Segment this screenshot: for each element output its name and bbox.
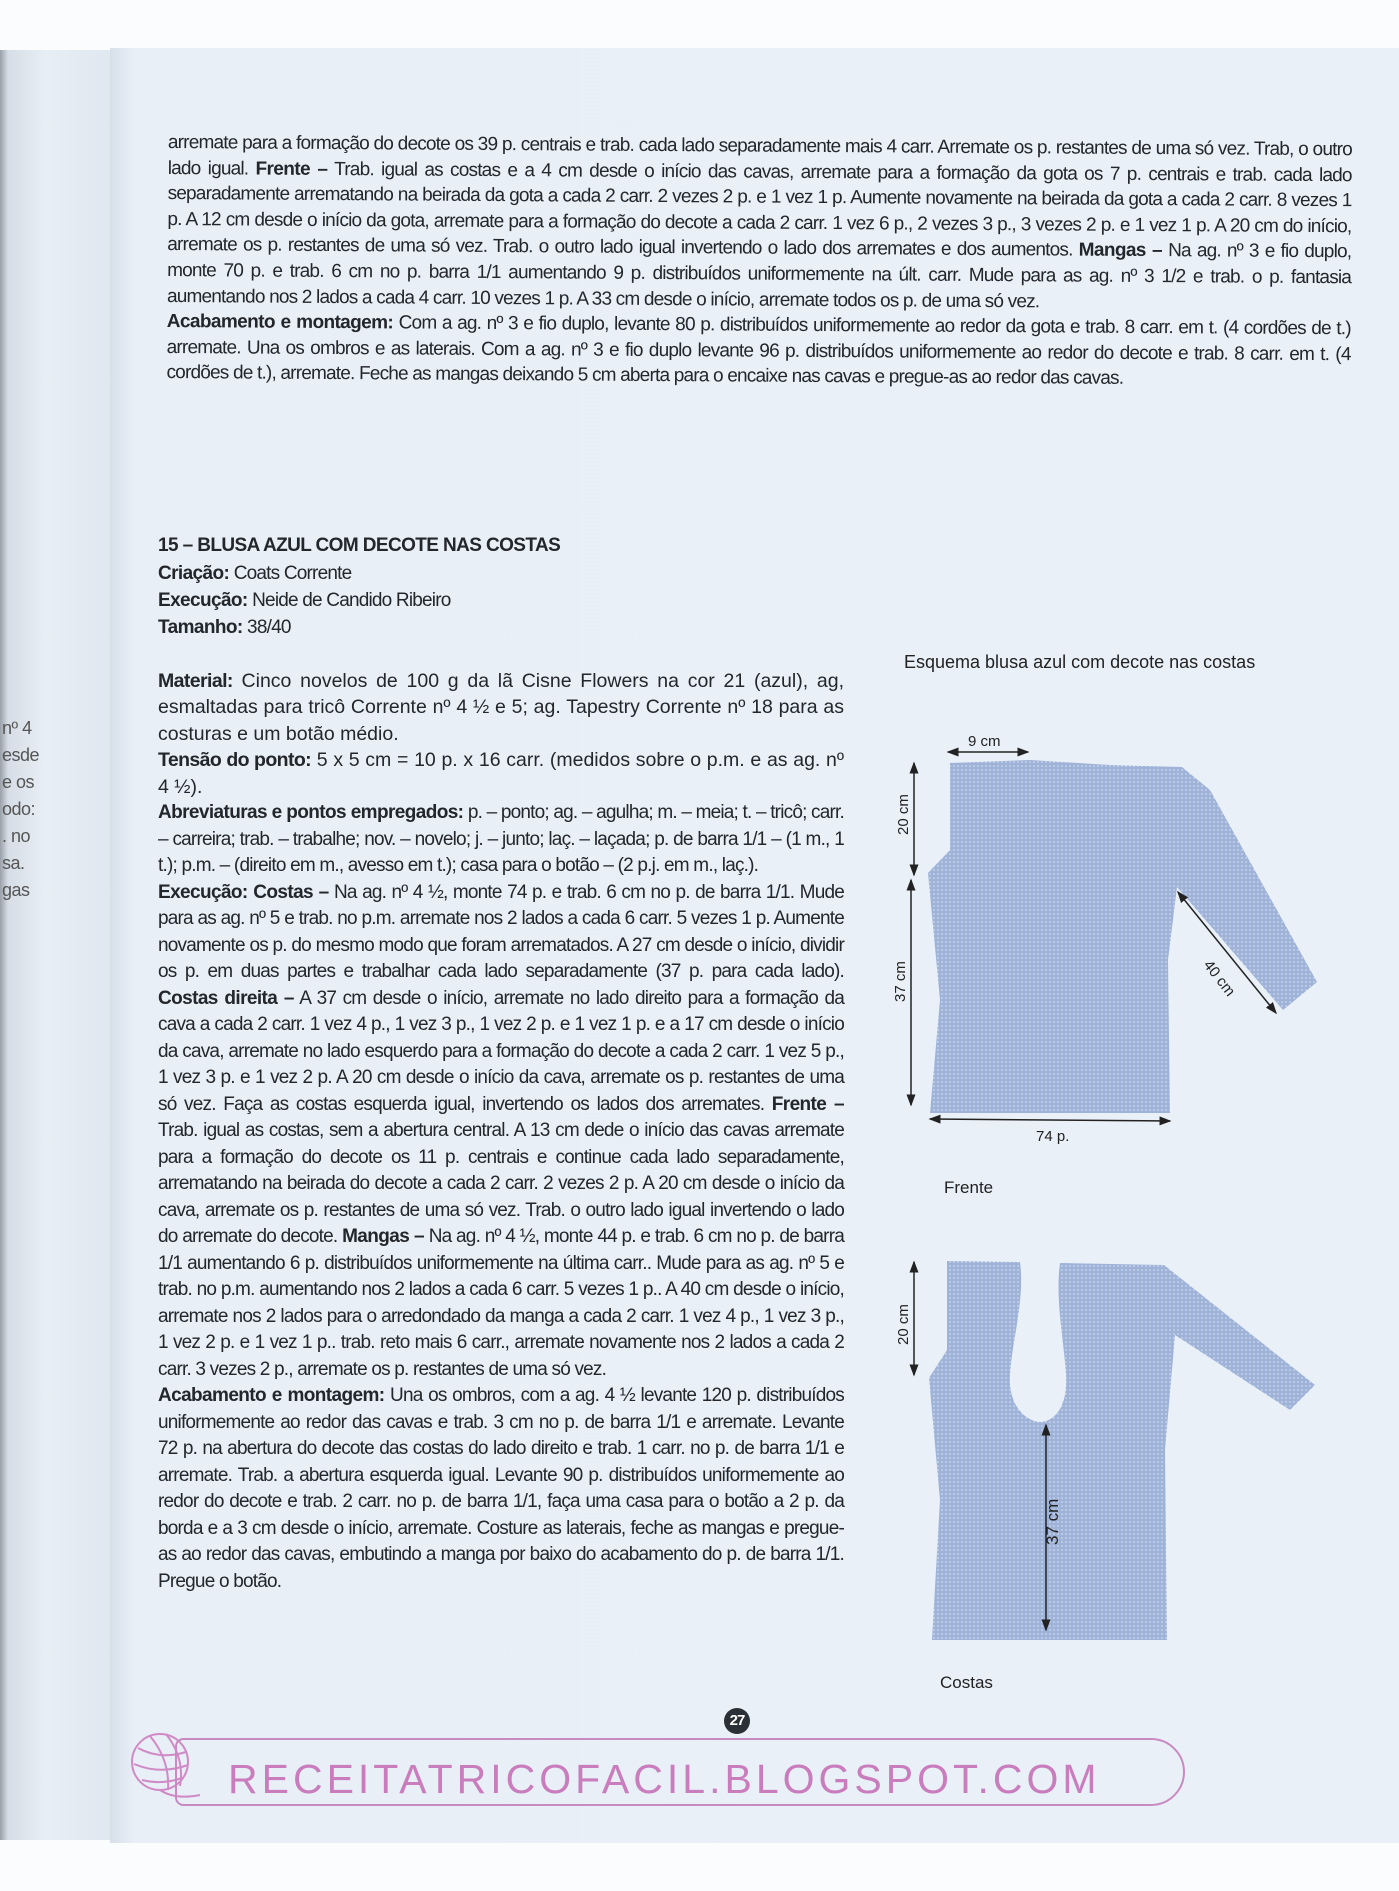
page-number: 27 bbox=[724, 1708, 750, 1734]
sleeve-dimension: 40 cm bbox=[1199, 956, 1239, 1000]
text: Com a ag. nº 3 e fio duplo, levante 80 p. distribuídos uniformemente ao redor da gota e trab. 8 carr. em t. (4 cordões de t.) arremate. Una os ombros e as laterais. Com a ag. nº 3 e fio duplo levante 96 p. distribuídos uniformemente ao redor do decote e trab. 8 carr. em t. (4 cordões de t.), arremate. Feche as mangas deixando 5 cm aberta para o encaixe nas cavas e pregue-as ao redor das cavas. bbox=[166, 312, 1351, 390]
section-label: Tensão do ponto: bbox=[158, 749, 312, 771]
website-url: RECEITATRICOFACIL.BLOGSPOT.COM bbox=[228, 1756, 1101, 1802]
prev-page-fragment: . no bbox=[2, 826, 31, 846]
section-label: Costas direita – bbox=[158, 987, 294, 1009]
back-body-height-dimension: 37 cm bbox=[1043, 1498, 1062, 1545]
text: 5 x 5 cm = 10 p. x 16 carr. (medidos sobre o p.m. e as ag. nº 4 ½). bbox=[158, 749, 845, 798]
text: p. – ponto; ag. – agulha; m. – meia; t. – tricô; carr. – carreira; trab. – trabalhe; nov. – novelo; j. – junto; laç. – laçada; p. de barra 1/1 – (1 m., 1 t.); p.m. – (direito em m., avesso em t.); casa para o botão – (2 p.j. em m., laç.). bbox=[158, 802, 845, 876]
prev-page-fragment: esde bbox=[2, 745, 40, 765]
credit-value: Coats Corrente bbox=[229, 562, 352, 584]
credit-label: Criação: bbox=[158, 562, 230, 584]
section-label: Frente – bbox=[771, 1093, 844, 1115]
prev-page-fragment: e os bbox=[2, 772, 35, 792]
credit-value: 38/40 bbox=[242, 616, 291, 638]
text: Cinco novelos de 100 g da lã Cisne Flowers na cor 21 (azul), ag, esmaltadas para tricô Corrente nº 4 ½ e 5; ag. Tapestry Corrente nº 18 para as costuras e um botão médio. bbox=[158, 669, 844, 745]
width-dimension: 74 p. bbox=[1036, 1128, 1070, 1145]
front-label: Frente bbox=[944, 1178, 994, 1197]
text: Una os ombros, com a ag. 4 ½ levante 120 p. distribuídos uniformemente ao redor das cavas e trab. 3 cm no p. de barra 1/1 e arremate. Levante 72 p. na abertura do decote das costas do lado direito e trab. 1 carr. no p. de barra 1/1 e arremate. Trab. a abertura esquerda igual. Levante 90 p. distribuídos uniformemente ao redor do decote e trab. 2 carr. no p. de barra 1/1, faça uma casa para o botão a 2 p. da borda e a 3 cm desde o início, arremate. Costure as laterais, feche as mangas e pregue-as ao redor das cavas, embutindo a manga por baixo do acabamento do p. de barra 1/1. Pregue o botão. bbox=[158, 1385, 844, 1592]
credit-label: Execução: bbox=[158, 589, 248, 611]
text: A 37 cm desde o início, arremate no lado direito para a formação da cava a cada 2 carr. 1 vez 4 p., 1 vez 3 p., 1 vez 2 p. e 1 vez 1 p. e a 17 cm desde o início da cava, arremate no lado esquerdo para a formação do decote a cada 2 carr. 1 vez 5 p., 1 vez 3 p. e 1 vez 2 p. A 20 cm desde o início da cava, arremate os p. restantes de uma só vez. Faça as costas esquerda igual, invertendo os lados dos arremates. bbox=[158, 987, 844, 1115]
diagram-title: Esquema blusa azul com decote nas costas bbox=[904, 652, 1256, 672]
section-label: Execução: Costas – bbox=[158, 881, 329, 903]
section-label: Mangas – bbox=[342, 1226, 425, 1247]
section-label: Mangas – bbox=[1078, 239, 1163, 262]
back-armhole-dimension: 20 cm bbox=[895, 1304, 912, 1345]
prev-page-fragment: nº 4 bbox=[2, 718, 32, 738]
front-piece-shape bbox=[928, 760, 1317, 1113]
section-label: Acabamento e montagem: bbox=[166, 311, 394, 334]
text: Na ag. nº 4 ½, monte 74 p. e trab. 6 cm no p. de barra 1/1. Mude para as ag. nº 5 e trab. no p.m. arremate nos 2 lados a cada 6 carr. 5 vezes 1 p. Aumente novamente os p. do mesmo modo que foram arrematados. A 27 cm desde o início, dividir os p. em duas partes e trabalhar cada lado separadamente (37 p. para cada lado). bbox=[158, 881, 845, 982]
prev-page-fragment: sa. bbox=[2, 853, 25, 873]
section-label: Abreviaturas e pontos empregados: bbox=[158, 802, 464, 823]
section-label: Acabamento e montagem: bbox=[158, 1385, 385, 1406]
back-label: Costas bbox=[940, 1673, 993, 1692]
width-dimension-arrow bbox=[930, 1119, 1170, 1121]
text: Na ag. nº 3 e fio duplo, monte 70 p. e trab. 6 cm no p. barra 1/1 aumentando 9 p. distribuídos uniformemente na últ. carr. Mude para as ag. nº 3 1/2 e trab. o p. fantasia aumentando nos 2 lados a cada 4 carr. 10 vezes 1 p. A 33 cm desde o início, arremate todos os p. de uma só vez. bbox=[166, 240, 1352, 312]
prev-page-fragment: gas bbox=[2, 880, 30, 900]
section-label: Frente – bbox=[255, 158, 328, 180]
text: arremate para a formação do decote os 39 p. centrais e trab. cada lado separadamente mais 4 carr. Arremate os p. restantes de uma só vez. Trab, o outro lado igual. bbox=[167, 131, 1352, 180]
shoulder-dimension: 9 cm bbox=[968, 733, 1001, 750]
pattern-title: 15 – BLUSA AZUL COM DECOTE NAS COSTAS bbox=[158, 535, 561, 556]
prev-page-fragment: odo: bbox=[2, 799, 36, 819]
text: Trab. igual as costas e a 4 cm desde o início das cavas, arremate para a formação da gota os 7 p. centrais e trab. cada lado separadamente arrematando na beirada da gota a cada 2 carr. 2 vezes 2 p. e 1 vez 1 p. Aumente novamente na beirada da gota a cada 2 carr. 8 vezes 1 p. A 12 cm desde o início da gota, arremate para a formação do decote a cada 2 carr. 1 vez 6 p., 2 vezes 3 p., 3 vezes 2 p. e 1 vez 1 p. A 20 cm do início, arremate os p. restantes de uma só vez. Trab. o outro lado igual invertendo o lado dos arremates e dos aumentos. bbox=[167, 158, 1352, 261]
text: Na ag. nº 4 ½, monte 44 p. e trab. 6 cm no p. de barra 1/1 aumentando 6 p. distribuídos uniformemente na última carr.. Mude para as ag. nº 5 e trab. no p.m. aumentando nos 2 lados a cada 6 carr. 5 vezes 1 p.. A 40 cm desde o início, arremate nos 2 lados para o arredondado da manga a cada 2 carr. 1 vez 4 p., 1 vez 3 p., 1 vez 2 p. e 1 vez 1 p.. trab. reto mais 6 carr., arremate novamente nos 2 lados a cada 2 carr. 3 vezes 2 p., arremate os p. restantes de uma só vez. bbox=[158, 1226, 844, 1380]
body-height-dimension: 37 cm bbox=[892, 961, 909, 1002]
credit-label: Tamanho: bbox=[158, 616, 243, 638]
text: Trab. igual as costas, sem a abertura central. A 13 cm dede o início das cavas arremate para a formação do decote os 11 p. centrais e continue cada lado separadamente, arrematando na beirada do decote a cada 2 carr. 2 vezes 2 p. A 20 cm desde o início da cava, arremate os p. restantes de uma só vez. Trab. o outro lado igual invertendo o lado do arremate do decote. bbox=[158, 1120, 844, 1247]
section-label: Material: bbox=[158, 669, 233, 692]
credit-value: Neide de Candido Ribeiro bbox=[247, 589, 451, 611]
armhole-dimension: 20 cm bbox=[895, 794, 912, 835]
back-piece-shape bbox=[929, 1261, 1315, 1640]
